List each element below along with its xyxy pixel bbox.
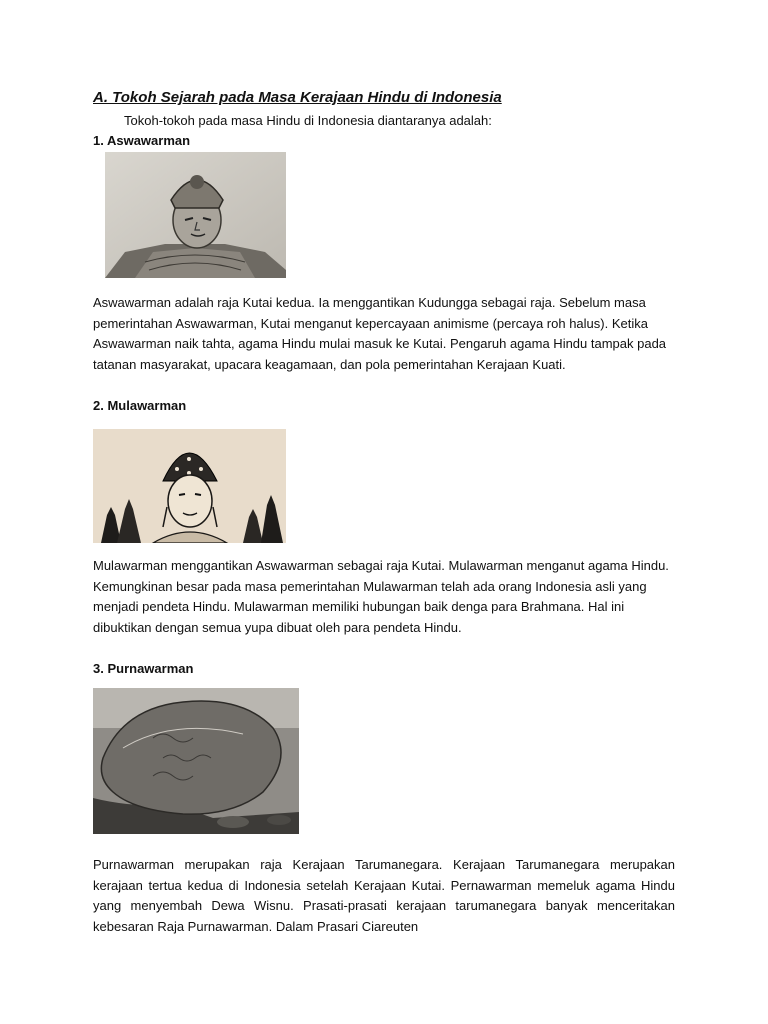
inscribed-stone-image <box>93 688 299 834</box>
intro-text: Tokoh-tokoh pada masa Hindu di Indonesia diantaranya adalah: <box>124 113 492 128</box>
king-illustration-image <box>93 429 286 543</box>
warrior-portrait-image <box>105 152 286 278</box>
section-heading-aswawarman: 1. Aswawarman <box>93 133 191 148</box>
section-heading-purnawarman: 3. Purnawarman <box>93 661 194 676</box>
section-text-mulawarman: Mulawarman menggantikan Aswawarman sebagai raja Kutai. Mulawarman menganut agama Hindu. Kemungkinan besar pada masa pemerintahan Mulawarman telah ada orang Indonesia asli yang menjadi pendeta Hindu. Mulawarman memiliki hubungan baik denga para Brahmana. Hal ini dibuktikan dengan semua yupa dibuat oleh para pendeta Hindu. <box>93 558 669 635</box>
section-text-purnawarman: Purnawarman merupakan raja Kerajaan Tarumanegara. Kerajaan Tarumanegara merupakan kerajaan tertua kedua di Indonesia setelah Kerajaan Kutai. Pernawarman memeluk agama Hindu yang menyembah Dewa Wisnu. Prasati-prasati kerajaan tarumanegara banyak menceritakan kebesaran Raja Purnawarman. Dalam Prasari Ciareuten <box>93 857 675 934</box>
section-text-aswawarman: Aswawarman adalah raja Kutai kedua. Ia menggantikan Kudungga sebagai raja. Sebelum masa pemerintahan Aswawarman, Kutai menganut kepercayaan animisme (percaya roh halus). Ketika Aswawarman naik tahta, agama Hindu mulai masuk ke Kutai. Pengaruh agama Hindu tampak pada tatanan masyarakat, upacara keagamaan, dan pola pemerintahan Kerajaan Kuati. <box>93 295 667 372</box>
page-title: A. Tokoh Sejarah pada Masa Kerajaan Hindu di Indonesia <box>93 89 502 106</box>
section-heading-mulawarman: 2. Mulawarman <box>93 398 187 413</box>
